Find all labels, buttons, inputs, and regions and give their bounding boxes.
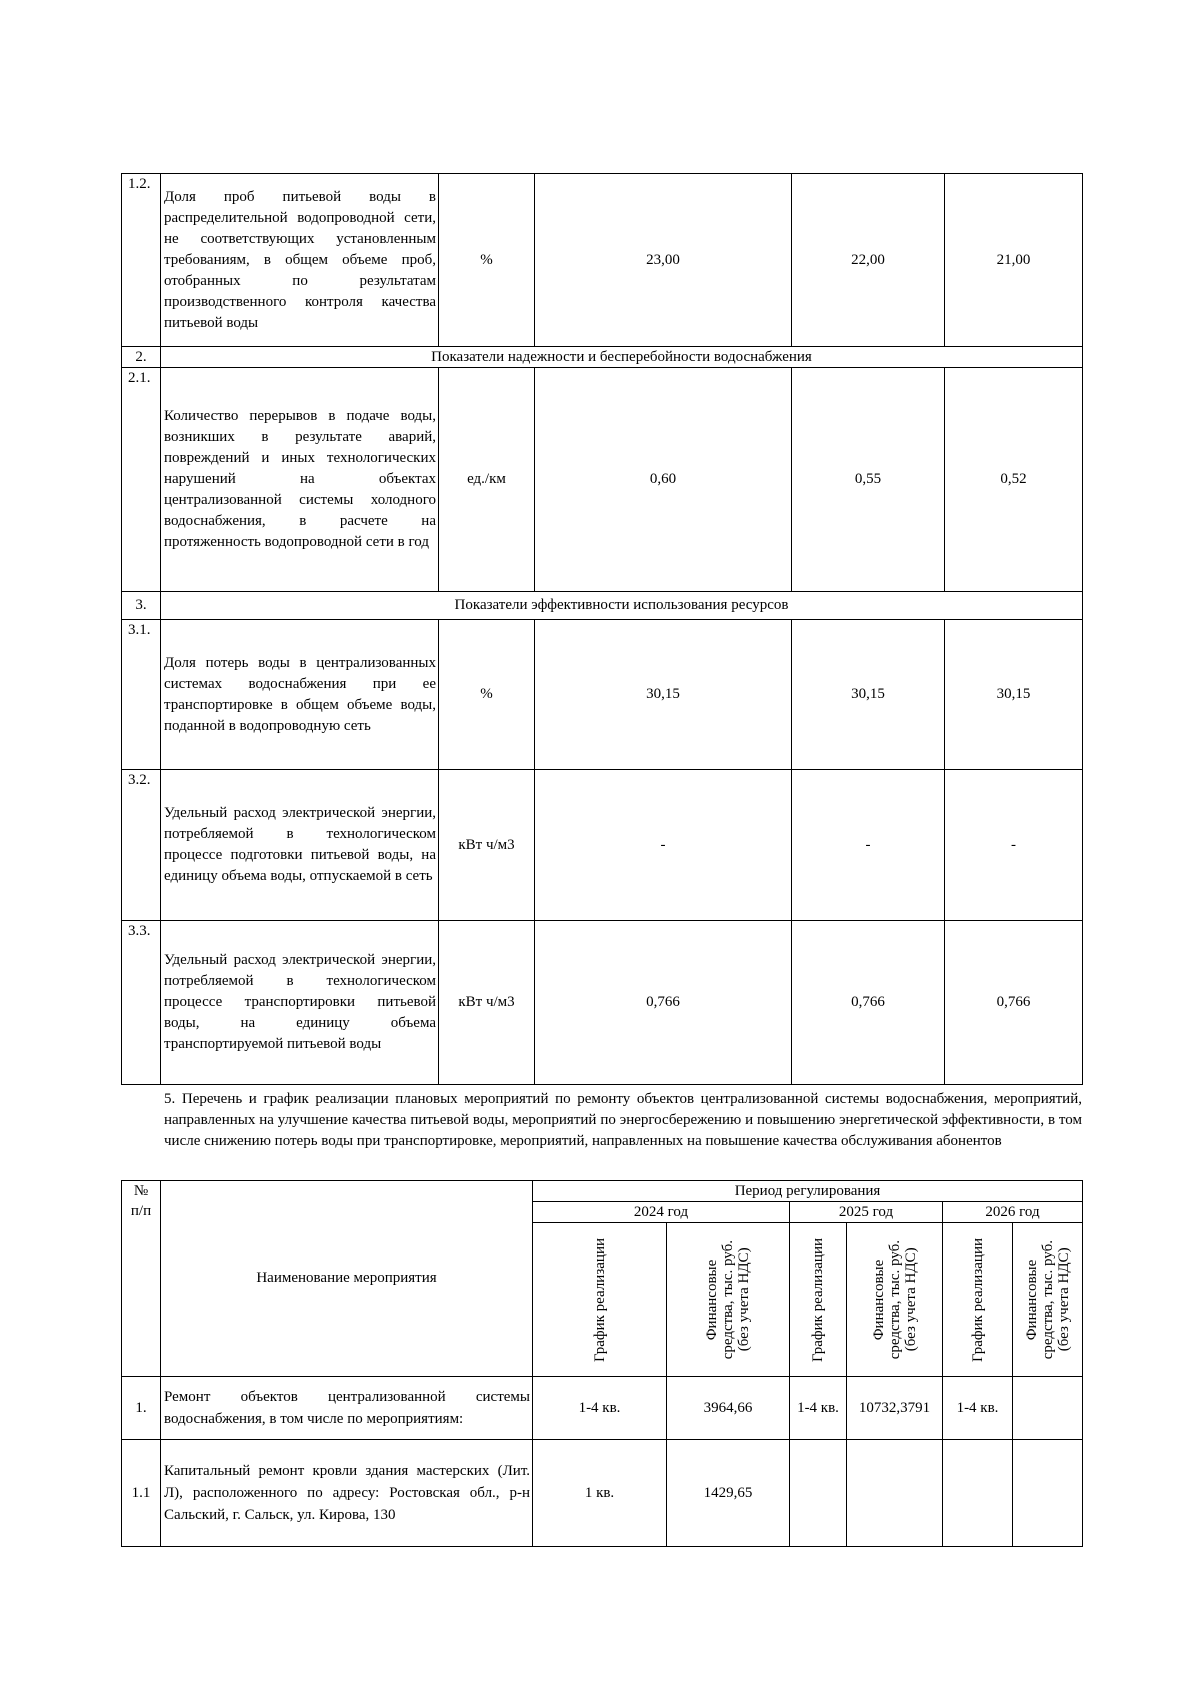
schedule-2026-header: График реализации [943, 1223, 1013, 1377]
row-number: 3.3. [122, 921, 161, 1085]
indicator-name: Удельный расход электрической энергии, потребляемой в технологическом процессе подготовки питьевой воды, на единицу объема воды, отпускаемой в сеть [161, 770, 439, 921]
value-2026: - [945, 770, 1083, 921]
funds-2026-header: Финансовые средства, тыс. руб. (без учета НДС) [1013, 1223, 1083, 1377]
row-number: 2.1. [122, 368, 161, 592]
funds-2024-header: Финансовые средства, тыс. руб. (без учета НДС) [667, 1223, 790, 1377]
row-number: 1.1 [122, 1440, 161, 1547]
indicator-name: Доля проб питьевой воды в распределительной водопроводной сети, не соответствующих установленным требованиям, в общем объеме проб, отобранных по результатам производственного контроля качества питьевой воды [161, 174, 439, 347]
indicator-unit: кВт ч/м3 [439, 770, 535, 921]
row-number: 3.2. [122, 770, 161, 921]
year-2026-header: 2026 год [943, 1202, 1083, 1223]
schedule-2024-header: График реализации [533, 1223, 667, 1377]
schedule-2024: 1-4 кв. [533, 1377, 667, 1440]
schedule-2026: 1-4 кв. [943, 1377, 1013, 1440]
value-2024: 0,766 [535, 921, 792, 1085]
value-2025: 30,15 [792, 620, 945, 770]
row-number: 1.2. [122, 174, 161, 347]
section-title: Показатели эффективности использования ресурсов [161, 592, 1083, 620]
table-row [122, 174, 1083, 347]
schedule-2025 [790, 1440, 847, 1547]
funds-2025-header: Финансовые средства, тыс. руб. (без учета НДС) [847, 1223, 943, 1377]
event-name-header: Наименование мероприятия [161, 1181, 533, 1377]
value-2026: 30,15 [945, 620, 1083, 770]
funds-2024: 3964,66 [667, 1377, 790, 1440]
value-2026: 21,00 [945, 174, 1083, 347]
section-number: 3. [122, 592, 161, 620]
indicator-name: Количество перерывов в подаче воды, возникших в результате аварий, повреждений и иных технологических нарушений на объектах централизованной системы холодного водоснабжения, в расчете на протяженность водопроводной сети в год [161, 368, 439, 592]
table-row [122, 770, 1083, 921]
schedule-2024: 1 кв. [533, 1440, 667, 1547]
table-row [122, 368, 1083, 592]
indicators-table [121, 173, 1083, 1085]
indicator-unit: кВт ч/м3 [439, 921, 535, 1085]
funds-2025: 10732,3791 [847, 1377, 943, 1440]
table-row [122, 620, 1083, 770]
table-row [122, 921, 1083, 1085]
indicator-unit: % [439, 620, 535, 770]
value-2025: 22,00 [792, 174, 945, 347]
indicator-unit: ед./км [439, 368, 535, 592]
row-number: 1. [122, 1377, 161, 1440]
indicator-unit: % [439, 174, 535, 347]
row-number: 3.1. [122, 620, 161, 770]
funds-2024: 1429,65 [667, 1440, 790, 1547]
section-row [122, 592, 1083, 620]
period-header: Период регулирования [533, 1181, 1083, 1202]
table-row [122, 1377, 1083, 1440]
value-2025: 0,55 [792, 368, 945, 592]
value-2024: 30,15 [535, 620, 792, 770]
value-2025: - [792, 770, 945, 921]
value-2024: - [535, 770, 792, 921]
value-2024: 23,00 [535, 174, 792, 347]
table-row [122, 1440, 1083, 1547]
event-name: Капитальный ремонт кровли здания мастерских (Лит. Л), расположенного по адресу: Ростовская обл., р-н Сальский, г. Сальск, ул. Кирова, 130 [161, 1440, 533, 1547]
funds-2026 [1013, 1440, 1083, 1547]
number-header: № п/п [122, 1181, 161, 1377]
value-2026: 0,766 [945, 921, 1083, 1085]
schedule-2025-header: График реализации [790, 1223, 847, 1377]
year-2024-header: 2024 год [533, 1202, 790, 1223]
value-2025: 0,766 [792, 921, 945, 1085]
indicator-name: Удельный расход электрической энергии, потребляемой в технологическом процессе транспортировки питьевой воды, на единицу объема транспортируемой питьевой воды [161, 921, 439, 1085]
header-row [122, 1181, 1083, 1202]
funds-2025 [847, 1440, 943, 1547]
funds-2026 [1013, 1377, 1083, 1440]
section-row [122, 347, 1083, 368]
schedule-2026 [943, 1440, 1013, 1547]
value-2024: 0,60 [535, 368, 792, 592]
section-5-heading: 5. Перечень и график реализации плановых мероприятий по ремонту объектов централизованной системы водоснабжения, мероприятий, направленных на улучшение качества питьевой воды, мероприятий по энергосбережению и повышению энергетической эффективности, в том числе снижению потерь воды при транспортировке, мероприятий, направленных на повышение качества обслуживания абонентов [164, 1091, 1082, 1149]
section-title: Показатели надежности и бесперебойности водоснабжения [161, 347, 1083, 368]
year-2025-header: 2025 год [790, 1202, 943, 1223]
events-table [121, 1180, 1083, 1547]
schedule-2025: 1-4 кв. [790, 1377, 847, 1440]
value-2026: 0,52 [945, 368, 1083, 592]
indicator-name: Доля потерь воды в централизованных системах водоснабжения при ее транспортировке в общем объеме воды, поданной в водопроводную сеть [161, 620, 439, 770]
section-number: 2. [122, 347, 161, 368]
event-name: Ремонт объектов централизованной системы водоснабжения, в том числе по мероприятиям: [161, 1377, 533, 1440]
